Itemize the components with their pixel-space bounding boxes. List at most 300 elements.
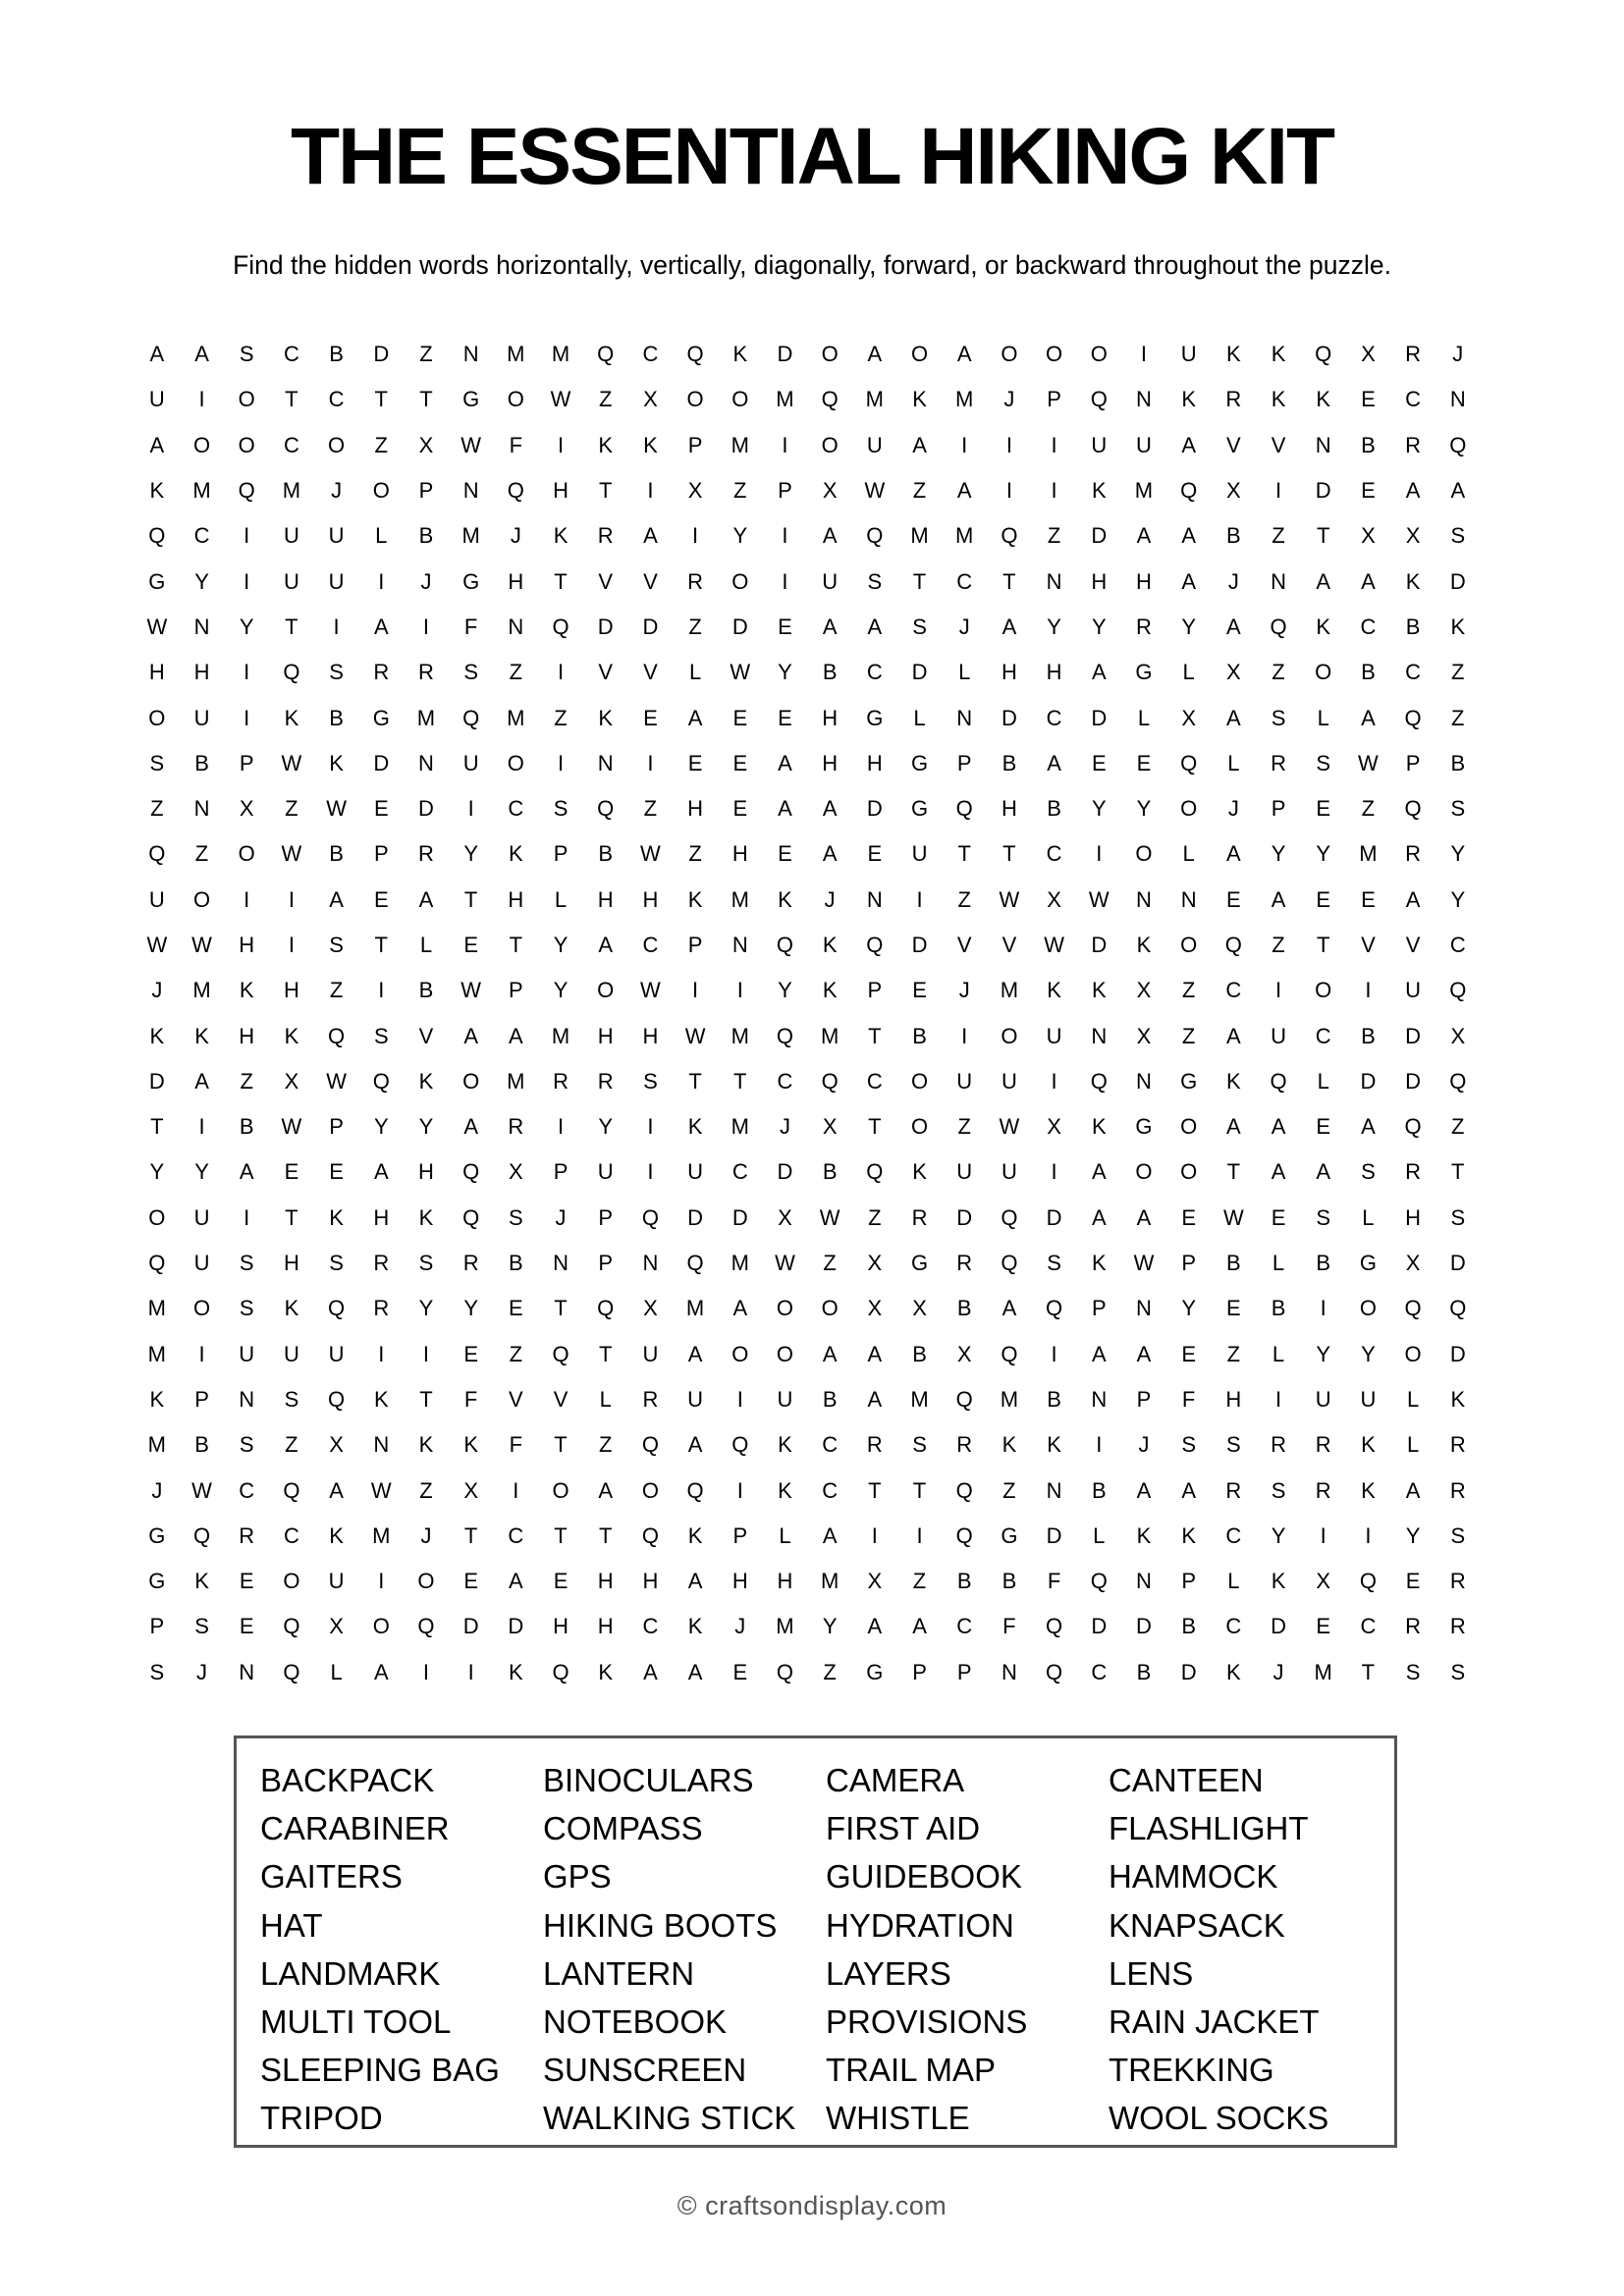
grid-letter[interactable]: M xyxy=(372,1522,391,1548)
grid-letter[interactable]: Q xyxy=(283,1659,300,1684)
grid-letter[interactable]: R xyxy=(1405,1159,1422,1185)
grid-letter[interactable]: T xyxy=(554,1296,568,1321)
grid-letter[interactable]: Q xyxy=(192,1522,211,1548)
grid-letter[interactable]: Z xyxy=(554,705,568,730)
grid-letter[interactable]: X xyxy=(1405,523,1421,549)
grid-letter[interactable]: W xyxy=(730,660,751,685)
grid-letter[interactable]: M xyxy=(551,1023,570,1048)
grid-letter[interactable]: Y xyxy=(778,660,792,685)
grid-letter[interactable]: Q xyxy=(552,1659,569,1684)
grid-letter[interactable]: C xyxy=(328,387,345,412)
grid-letter[interactable]: P xyxy=(687,933,703,957)
grid-letter[interactable]: B xyxy=(239,1114,254,1140)
grid-letter[interactable]: O xyxy=(507,387,524,412)
grid-letter[interactable]: O xyxy=(821,432,839,457)
grid-letter[interactable]: K xyxy=(1226,342,1241,367)
grid-letter[interactable]: A xyxy=(822,841,838,867)
grid-letter[interactable]: H xyxy=(777,1569,793,1594)
grid-letter[interactable]: Z xyxy=(823,1251,837,1276)
grid-letter[interactable]: Q xyxy=(372,1068,390,1094)
grid-letter[interactable]: W xyxy=(999,886,1020,912)
grid-letter[interactable]: D xyxy=(1091,523,1108,549)
grid-letter[interactable]: I xyxy=(1365,978,1372,1003)
grid-letter[interactable]: A xyxy=(1181,568,1196,594)
grid-letter[interactable]: Y xyxy=(418,1114,434,1140)
grid-letter[interactable]: S xyxy=(194,1614,209,1639)
grid-letter[interactable]: B xyxy=(1271,1296,1286,1321)
grid-letter[interactable]: A xyxy=(1181,432,1196,457)
grid-letter[interactable]: Z xyxy=(1272,523,1285,549)
grid-letter[interactable]: K xyxy=(643,432,658,457)
grid-letter[interactable]: F xyxy=(463,614,478,639)
grid-letter[interactable]: T xyxy=(598,1341,613,1366)
grid-letter[interactable]: K xyxy=(778,1432,792,1458)
grid-letter[interactable]: I xyxy=(1051,1068,1057,1094)
grid-letter[interactable]: Y xyxy=(1450,841,1466,867)
grid-letter[interactable]: R xyxy=(1449,1432,1466,1458)
grid-letter[interactable]: U xyxy=(911,841,928,867)
grid-letter[interactable]: Y xyxy=(732,523,748,549)
grid-letter[interactable]: A xyxy=(867,1614,883,1639)
grid-letter[interactable]: O xyxy=(552,1477,569,1503)
grid-letter[interactable]: T xyxy=(554,568,568,594)
grid-letter[interactable]: K xyxy=(329,750,344,775)
grid-letter[interactable]: I xyxy=(1320,1522,1326,1548)
grid-letter[interactable]: T xyxy=(1226,1159,1241,1185)
grid-letter[interactable]: Q xyxy=(1046,1614,1063,1639)
grid-letter[interactable]: H xyxy=(418,1159,434,1185)
grid-letter[interactable]: Z xyxy=(688,614,702,639)
grid-letter[interactable]: X xyxy=(1405,1251,1421,1276)
grid-letter[interactable]: A xyxy=(1226,1114,1241,1140)
grid-letter[interactable]: Z xyxy=(643,796,658,822)
grid-letter[interactable]: G xyxy=(910,796,929,822)
grid-letter[interactable]: E xyxy=(1226,886,1241,912)
grid-letter[interactable]: H xyxy=(283,978,299,1003)
grid-letter[interactable]: X xyxy=(284,1068,299,1094)
grid-letter[interactable]: P xyxy=(1181,1251,1196,1276)
grid-letter[interactable]: U xyxy=(283,1341,299,1366)
grid-letter[interactable]: U xyxy=(1360,1386,1377,1412)
grid-letter[interactable]: O xyxy=(1180,933,1198,957)
grid-letter[interactable]: I xyxy=(647,478,654,504)
grid-letter[interactable]: K xyxy=(1226,1068,1241,1094)
grid-letter[interactable]: X xyxy=(509,1159,523,1185)
grid-letter[interactable]: N xyxy=(508,614,524,639)
grid-letter[interactable]: I xyxy=(1051,1159,1057,1185)
grid-letter[interactable]: Y xyxy=(1271,841,1286,867)
grid-letter[interactable]: Y xyxy=(1091,614,1107,639)
grid-letter[interactable]: I xyxy=(467,796,474,822)
grid-letter[interactable]: E xyxy=(912,978,927,1003)
grid-letter[interactable]: J xyxy=(331,478,343,504)
grid-letter[interactable]: S xyxy=(149,1659,165,1684)
grid-letter[interactable]: P xyxy=(956,750,972,775)
grid-letter[interactable]: R xyxy=(1405,841,1422,867)
grid-letter[interactable]: V xyxy=(643,660,658,685)
grid-letter[interactable]: K xyxy=(1316,614,1331,639)
grid-letter[interactable]: F xyxy=(463,1386,478,1412)
grid-letter[interactable]: H xyxy=(1001,660,1017,685)
grid-letter[interactable]: S xyxy=(239,1296,254,1321)
grid-letter[interactable]: H xyxy=(597,1614,614,1639)
grid-letter[interactable]: K xyxy=(1450,1386,1466,1412)
grid-letter[interactable]: U xyxy=(328,1341,345,1366)
grid-letter[interactable]: K xyxy=(463,1432,478,1458)
grid-letter[interactable]: U xyxy=(193,1204,210,1230)
grid-letter[interactable]: A xyxy=(1316,1159,1331,1185)
grid-letter[interactable]: A xyxy=(867,1386,883,1412)
grid-letter[interactable]: I xyxy=(557,1114,565,1140)
grid-letter[interactable]: Q xyxy=(821,387,839,412)
grid-letter[interactable]: R xyxy=(418,841,434,867)
grid-letter[interactable]: B xyxy=(1136,1659,1152,1684)
grid-letter[interactable]: H xyxy=(239,933,255,957)
grid-letter[interactable]: I xyxy=(916,1522,923,1548)
grid-letter[interactable]: D xyxy=(1405,1068,1422,1094)
grid-letter[interactable]: F xyxy=(509,1432,523,1458)
grid-letter[interactable]: C xyxy=(642,1614,659,1639)
grid-letter[interactable]: U xyxy=(597,1159,614,1185)
grid-letter[interactable]: U xyxy=(328,568,345,594)
grid-letter[interactable]: U xyxy=(642,1341,659,1366)
grid-letter[interactable]: A xyxy=(509,1569,523,1594)
grid-letter[interactable]: K xyxy=(912,1159,927,1185)
grid-letter[interactable]: A xyxy=(373,614,389,639)
grid-letter[interactable]: Y xyxy=(194,568,209,594)
grid-letter[interactable]: S xyxy=(239,1251,254,1276)
grid-letter[interactable]: O xyxy=(1180,1114,1198,1140)
grid-letter[interactable]: A xyxy=(1361,568,1376,594)
grid-letter[interactable]: A xyxy=(1091,1204,1107,1230)
grid-letter[interactable]: O xyxy=(731,387,749,412)
grid-letter[interactable]: K xyxy=(687,1614,703,1639)
grid-letter[interactable]: B xyxy=(329,342,344,367)
grid-letter[interactable]: I xyxy=(557,750,565,775)
grid-letter[interactable]: M xyxy=(731,886,749,912)
grid-letter[interactable]: J xyxy=(958,978,970,1003)
grid-letter[interactable]: Q xyxy=(507,478,524,504)
grid-letter[interactable]: R xyxy=(1405,1614,1422,1639)
grid-letter[interactable]: D xyxy=(1449,568,1466,594)
grid-letter[interactable]: I xyxy=(1320,1296,1326,1321)
grid-letter[interactable]: C xyxy=(956,568,973,594)
grid-letter[interactable]: Q xyxy=(821,1068,839,1094)
grid-letter[interactable]: C xyxy=(1405,387,1422,412)
grid-letter[interactable]: C xyxy=(1360,614,1377,639)
grid-letter[interactable]: U xyxy=(956,1159,973,1185)
grid-letter[interactable]: O xyxy=(1359,1296,1377,1321)
grid-letter[interactable]: B xyxy=(598,841,614,867)
grid-letter[interactable]: O xyxy=(148,705,166,730)
grid-letter[interactable]: W xyxy=(460,978,482,1003)
grid-letter[interactable]: K xyxy=(149,478,165,504)
grid-letter[interactable]: H xyxy=(553,1614,568,1639)
grid-letter[interactable]: S xyxy=(239,342,254,367)
grid-letter[interactable]: E xyxy=(1361,478,1376,504)
grid-letter[interactable]: M xyxy=(910,1386,929,1412)
grid-letter[interactable]: H xyxy=(731,1569,748,1594)
grid-letter[interactable]: N xyxy=(1046,568,1062,594)
grid-letter[interactable]: L xyxy=(958,660,971,685)
grid-letter[interactable]: C xyxy=(1360,1614,1377,1639)
grid-letter[interactable]: C xyxy=(1225,1614,1242,1639)
grid-letter[interactable]: O xyxy=(910,342,929,367)
grid-letter[interactable]: L xyxy=(1227,1569,1240,1594)
grid-letter[interactable]: V xyxy=(509,1386,523,1412)
grid-letter[interactable]: A xyxy=(1136,523,1152,549)
grid-letter[interactable]: E xyxy=(373,886,389,912)
grid-letter[interactable]: D xyxy=(597,614,614,639)
grid-letter[interactable]: D xyxy=(1091,1614,1108,1639)
grid-letter[interactable]: Q xyxy=(1404,796,1422,822)
grid-letter[interactable]: D xyxy=(418,796,434,822)
grid-letter[interactable]: A xyxy=(912,1614,927,1639)
grid-letter[interactable]: S xyxy=(912,1432,927,1458)
grid-letter[interactable]: U xyxy=(687,1386,704,1412)
grid-letter[interactable]: S xyxy=(373,1023,389,1048)
grid-letter[interactable]: R xyxy=(1271,750,1286,775)
grid-letter[interactable]: H xyxy=(1091,568,1108,594)
grid-letter[interactable]: N xyxy=(1449,387,1466,412)
grid-letter[interactable]: C xyxy=(1225,978,1242,1003)
grid-letter[interactable]: Q xyxy=(1449,978,1467,1003)
grid-letter[interactable]: L xyxy=(913,705,926,730)
grid-letter[interactable]: X xyxy=(778,1204,792,1230)
grid-letter[interactable]: U xyxy=(1001,1068,1017,1094)
grid-letter[interactable]: R xyxy=(373,1296,390,1321)
grid-letter[interactable]: U xyxy=(193,1251,210,1276)
grid-letter[interactable]: Y xyxy=(1091,796,1107,822)
grid-letter[interactable]: X xyxy=(867,1251,883,1276)
grid-letter[interactable]: K xyxy=(1091,1114,1107,1140)
grid-letter[interactable]: I xyxy=(736,978,743,1003)
grid-letter[interactable]: W xyxy=(1133,1251,1155,1276)
grid-letter[interactable]: I xyxy=(198,387,205,412)
grid-letter[interactable]: R xyxy=(418,660,434,685)
grid-letter[interactable]: E xyxy=(732,750,748,775)
grid-letter[interactable]: M xyxy=(910,523,929,549)
grid-letter[interactable]: L xyxy=(688,660,702,685)
grid-letter[interactable]: H xyxy=(553,478,568,504)
grid-letter[interactable]: Y xyxy=(373,1114,389,1140)
grid-letter[interactable]: N xyxy=(373,1432,390,1458)
grid-letter[interactable]: P xyxy=(418,478,434,504)
grid-letter[interactable]: W xyxy=(281,841,302,867)
grid-letter[interactable]: J xyxy=(151,1477,163,1503)
grid-letter[interactable]: N xyxy=(866,886,883,912)
grid-letter[interactable]: B xyxy=(418,978,434,1003)
grid-letter[interactable]: W xyxy=(775,1251,795,1276)
grid-letter[interactable]: J xyxy=(824,886,836,912)
grid-letter[interactable]: I xyxy=(1274,978,1282,1003)
grid-letter[interactable]: Z xyxy=(823,1659,837,1684)
grid-letter[interactable]: A xyxy=(867,614,883,639)
grid-letter[interactable]: U xyxy=(1091,432,1108,457)
grid-letter[interactable]: A xyxy=(194,1068,209,1094)
grid-letter[interactable]: A xyxy=(867,1341,883,1366)
grid-letter[interactable]: Q xyxy=(1404,1114,1422,1140)
grid-letter[interactable]: O xyxy=(1135,1159,1153,1185)
grid-letter[interactable]: Q xyxy=(1270,614,1287,639)
grid-letter[interactable]: I xyxy=(647,750,654,775)
grid-letter[interactable]: U xyxy=(866,432,883,457)
grid-letter[interactable]: H xyxy=(731,841,748,867)
grid-letter[interactable]: P xyxy=(598,1251,614,1276)
grid-letter[interactable]: L xyxy=(330,1659,343,1684)
grid-letter[interactable]: P xyxy=(329,1114,344,1140)
grid-letter[interactable]: T xyxy=(868,1114,882,1140)
grid-letter[interactable]: C xyxy=(1046,705,1062,730)
grid-letter[interactable]: Z xyxy=(240,1068,253,1094)
grid-letter[interactable]: P xyxy=(1271,796,1286,822)
grid-letter[interactable]: K xyxy=(418,1068,434,1094)
grid-letter[interactable]: H xyxy=(866,750,883,775)
grid-letter[interactable]: Z xyxy=(1272,660,1285,685)
grid-letter[interactable]: H xyxy=(822,750,839,775)
grid-letter[interactable]: E xyxy=(732,705,748,730)
grid-letter[interactable]: Q xyxy=(1090,1068,1108,1094)
grid-letter[interactable]: J xyxy=(1227,568,1239,594)
grid-letter[interactable]: R xyxy=(1315,1477,1331,1503)
grid-letter[interactable]: R xyxy=(1271,1432,1286,1458)
grid-letter[interactable]: K xyxy=(284,1023,299,1048)
grid-letter[interactable]: D xyxy=(1136,1614,1152,1639)
grid-letter[interactable]: B xyxy=(1001,1569,1017,1594)
grid-letter[interactable]: Y xyxy=(194,1159,209,1185)
grid-letter[interactable]: I xyxy=(1051,432,1057,457)
grid-letter[interactable]: D xyxy=(1046,1204,1062,1230)
grid-letter[interactable]: Y xyxy=(598,1114,614,1140)
grid-letter[interactable]: G xyxy=(910,750,929,775)
grid-letter[interactable]: L xyxy=(1406,1432,1420,1458)
grid-letter[interactable]: G xyxy=(148,1522,166,1548)
grid-letter[interactable]: X xyxy=(1450,1023,1466,1048)
grid-letter[interactable]: Q xyxy=(1001,1341,1018,1366)
grid-letter[interactable]: B xyxy=(1361,1023,1376,1048)
grid-letter[interactable]: X xyxy=(822,1114,838,1140)
grid-letter[interactable]: Y xyxy=(553,978,568,1003)
grid-letter[interactable]: F xyxy=(509,432,523,457)
grid-letter[interactable]: F xyxy=(1181,1386,1196,1412)
grid-letter[interactable]: A xyxy=(687,1659,703,1684)
grid-letter[interactable]: Q xyxy=(866,1159,884,1185)
grid-letter[interactable]: B xyxy=(1405,614,1421,639)
grid-letter[interactable]: R xyxy=(956,1251,973,1276)
grid-letter[interactable]: S xyxy=(1271,1477,1286,1503)
grid-letter[interactable]: A xyxy=(732,1296,748,1321)
grid-letter[interactable]: K xyxy=(1091,978,1107,1003)
grid-letter[interactable]: Z xyxy=(329,978,344,1003)
grid-letter[interactable]: Q xyxy=(1449,1068,1467,1094)
grid-letter[interactable]: Z xyxy=(957,1114,971,1140)
grid-letter[interactable]: Q xyxy=(1449,432,1467,457)
grid-letter[interactable]: A xyxy=(598,933,614,957)
grid-letter[interactable]: A xyxy=(1226,841,1241,867)
grid-letter[interactable]: E xyxy=(732,796,748,822)
grid-letter[interactable]: G xyxy=(1001,1522,1018,1548)
grid-letter[interactable]: P xyxy=(509,978,523,1003)
grid-letter[interactable]: P xyxy=(732,1522,748,1548)
grid-letter[interactable]: E xyxy=(239,1569,254,1594)
grid-letter[interactable]: A xyxy=(1271,1159,1286,1185)
grid-letter[interactable]: T xyxy=(374,387,388,412)
grid-letter[interactable]: W xyxy=(550,387,571,412)
grid-letter[interactable]: X xyxy=(687,478,703,504)
grid-letter[interactable]: V xyxy=(1271,432,1286,457)
grid-letter[interactable]: H xyxy=(1405,1204,1422,1230)
grid-letter[interactable]: W xyxy=(281,750,302,775)
grid-letter[interactable]: Y xyxy=(1361,1341,1376,1366)
grid-letter[interactable]: Y xyxy=(1047,614,1061,639)
grid-letter[interactable]: Q xyxy=(462,1204,480,1230)
grid-letter[interactable]: Z xyxy=(1181,978,1196,1003)
grid-letter[interactable]: K xyxy=(239,978,254,1003)
grid-letter[interactable]: P xyxy=(956,1659,972,1684)
grid-letter[interactable]: J xyxy=(1227,796,1239,822)
grid-letter[interactable]: Q xyxy=(417,1614,435,1639)
grid-letter[interactable]: Z xyxy=(1002,1477,1016,1503)
grid-letter[interactable]: J xyxy=(1003,387,1015,412)
grid-letter[interactable]: R xyxy=(1405,342,1422,367)
grid-letter[interactable]: E xyxy=(1226,1296,1241,1321)
grid-letter[interactable]: Q xyxy=(1001,1204,1018,1230)
grid-letter[interactable]: K xyxy=(687,886,703,912)
grid-letter[interactable]: A xyxy=(778,796,792,822)
grid-letter[interactable]: Z xyxy=(1451,1114,1465,1140)
grid-letter[interactable]: N xyxy=(462,342,479,367)
grid-letter[interactable]: L xyxy=(1317,705,1329,730)
grid-letter[interactable]: C xyxy=(956,1614,973,1639)
grid-letter[interactable]: I xyxy=(198,1114,205,1140)
grid-letter[interactable]: O xyxy=(597,978,615,1003)
grid-letter[interactable]: M xyxy=(507,1068,525,1094)
grid-letter[interactable]: Y xyxy=(239,614,254,639)
grid-letter[interactable]: W xyxy=(684,1023,706,1048)
grid-letter[interactable]: I xyxy=(244,886,250,912)
grid-letter[interactable]: T xyxy=(688,1068,702,1094)
grid-letter[interactable]: Q xyxy=(552,1341,569,1366)
grid-letter[interactable]: L xyxy=(599,1386,612,1412)
grid-letter[interactable]: M xyxy=(820,1023,839,1048)
grid-letter[interactable]: J xyxy=(1272,1659,1284,1684)
grid-letter[interactable]: O xyxy=(641,1477,659,1503)
grid-letter[interactable]: A xyxy=(373,1159,389,1185)
grid-letter[interactable]: Y xyxy=(553,933,568,957)
grid-letter[interactable]: P xyxy=(1136,1386,1152,1412)
grid-letter[interactable]: S xyxy=(1271,705,1286,730)
grid-letter[interactable]: T xyxy=(912,1477,927,1503)
grid-letter[interactable]: I xyxy=(422,1659,430,1684)
grid-letter[interactable]: A xyxy=(239,1159,254,1185)
grid-letter[interactable]: E xyxy=(1316,796,1331,822)
grid-letter[interactable]: K xyxy=(149,1386,165,1412)
grid-letter[interactable]: M xyxy=(416,705,436,730)
grid-letter[interactable]: P xyxy=(553,841,568,867)
grid-letter[interactable]: X xyxy=(1136,1023,1152,1048)
grid-letter[interactable]: X xyxy=(643,387,658,412)
grid-letter[interactable]: X xyxy=(1047,886,1061,912)
grid-letter[interactable]: D xyxy=(1449,1341,1466,1366)
grid-letter[interactable]: N xyxy=(418,750,434,775)
grid-letter[interactable]: Q xyxy=(283,1614,300,1639)
grid-letter[interactable]: A xyxy=(687,705,703,730)
grid-letter[interactable]: B xyxy=(1181,1614,1196,1639)
grid-letter[interactable]: W xyxy=(1088,886,1110,912)
grid-letter[interactable]: N xyxy=(1091,1023,1108,1048)
grid-letter[interactable]: M xyxy=(955,387,974,412)
grid-letter[interactable]: Q xyxy=(1046,1659,1063,1684)
